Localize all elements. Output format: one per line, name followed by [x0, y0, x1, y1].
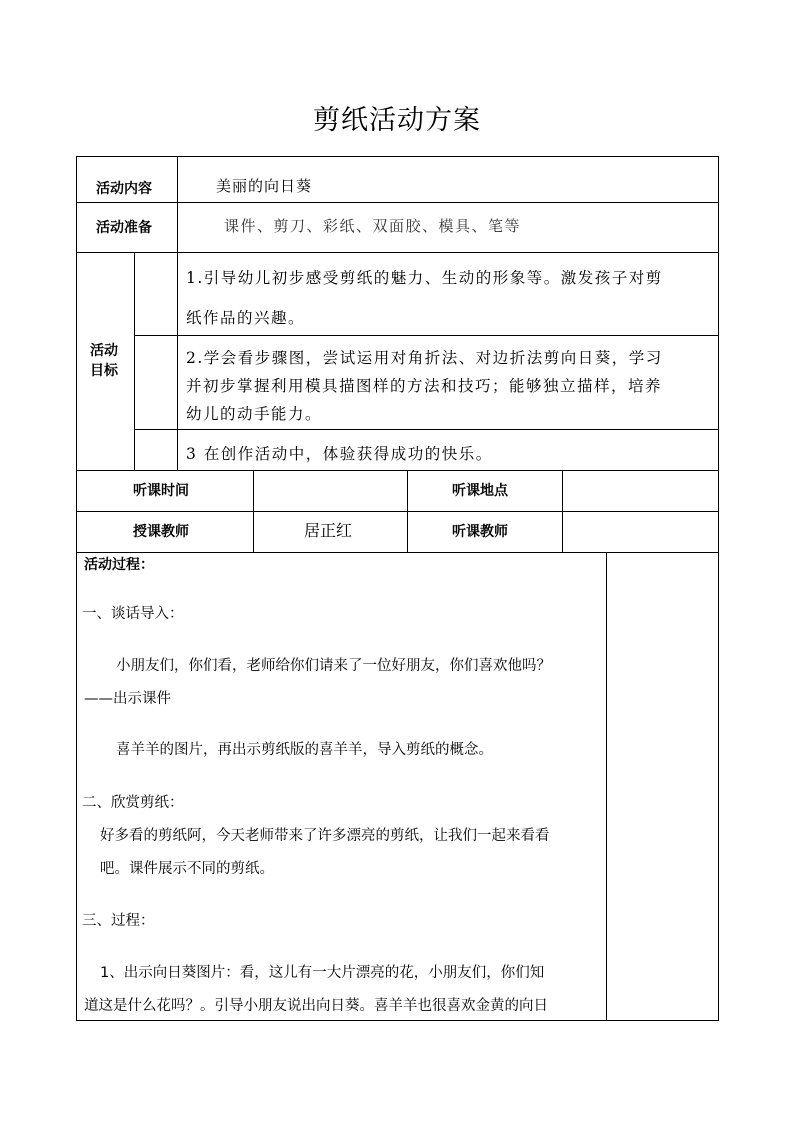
process-paragraph: 小朋友们，你们看，老师给你们请来了一位好朋友，你们喜欢他吗？: [116, 658, 551, 674]
column-divider: [177, 252, 178, 470]
row-divider: [76, 202, 719, 203]
column-divider: [407, 470, 408, 552]
process-paragraph: 1、出示向日葵图片：看，这儿有一大片漂亮的花，小朋友们，你们知: [100, 965, 545, 981]
row-divider: [76, 552, 719, 553]
row-divider: [76, 252, 719, 253]
goal-text: 2.学会看步骤图，尝试运用对角折法、对边折法剪向日葵，学习: [186, 349, 663, 367]
preparation-value: 课件、剪刀、彩纸、双面胶、模具、笔等: [224, 217, 522, 235]
goal-text: 并初步掌握利用模具描图样的方法和技巧；能够独立描样，培养: [186, 377, 663, 395]
process-paragraph: 好多看的剪纸阿，今天老师带来了许多漂亮的剪纸，让我们一起来看看: [100, 828, 550, 844]
row-divider: [134, 429, 719, 430]
goal-item-3: [186, 442, 714, 464]
content-label: 活动内容: [96, 181, 152, 197]
process-paragraph: ——出示课件: [84, 691, 171, 707]
goal-item-2: [186, 346, 714, 424]
preparation-label: 活动准备: [96, 220, 152, 236]
teacher-value: 居正红: [304, 521, 353, 540]
listener-label: 听课教师: [452, 524, 508, 540]
column-divider: [177, 156, 178, 252]
page-title: 剪纸活动方案: [313, 105, 481, 136]
teacher-label: 授课教师: [133, 524, 189, 540]
goals-label: 目标: [90, 363, 118, 379]
content-value: 美丽的向日葵: [216, 177, 313, 195]
goal-item-1: [186, 266, 714, 328]
column-divider: [253, 470, 254, 552]
goal-text: 1.引导幼儿初步感受剪纸的魅力、生动的形象等。激发孩子对剪: [186, 269, 663, 287]
row-divider: [76, 511, 719, 512]
process-paragraph: 道这是什么花吗？。引导小朋友说出向日葵。喜羊羊也很喜欢金黄的向日: [84, 998, 548, 1014]
column-divider: [606, 552, 607, 1021]
goal-text: 幼儿的动手能力。: [186, 405, 323, 423]
process-section-title: 二、欣赏剪纸：: [82, 795, 184, 811]
time-label: 听课时间: [133, 483, 189, 499]
process-section-title: 三、过程：: [82, 913, 155, 929]
goals-label: 活动: [90, 343, 118, 359]
process-heading: 活动过程：: [84, 557, 154, 573]
process-section-title: 一、谈话导入：: [82, 606, 184, 622]
place-label: 听课地点: [452, 483, 508, 499]
goal-text: 3 在创作活动中，体验获得成功的快乐。: [186, 445, 493, 463]
process-paragraph: 喜羊羊的图片，再出示剪纸版的喜羊羊，导入剪纸的概念。: [116, 742, 493, 758]
column-divider: [134, 252, 135, 470]
row-divider: [76, 470, 719, 471]
goal-text: 纸作品的兴趣。: [186, 309, 306, 327]
row-divider: [134, 335, 719, 336]
column-divider: [562, 470, 563, 552]
process-paragraph: 吧。课件展示不同的剪纸。: [100, 861, 274, 877]
